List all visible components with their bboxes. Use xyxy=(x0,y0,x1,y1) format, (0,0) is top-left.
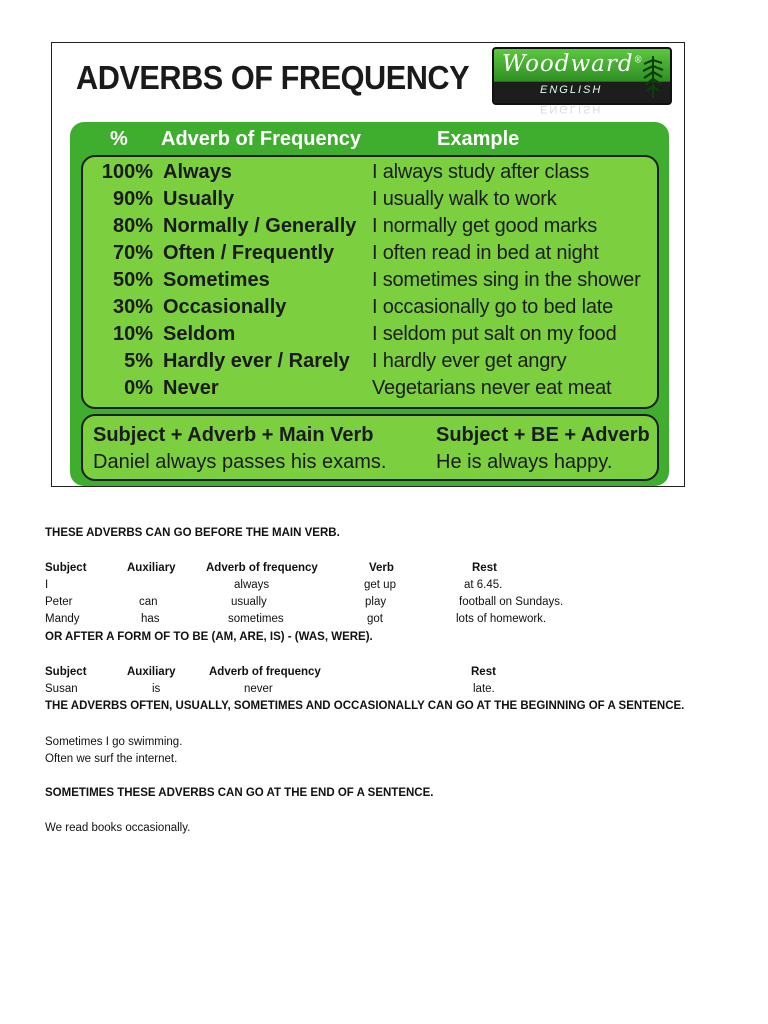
row-adverb: Normally / Generally xyxy=(163,215,357,237)
cell-adverb: usually xyxy=(231,596,267,608)
cell-rest: late. xyxy=(473,683,495,695)
cell-adverb: always xyxy=(234,579,270,591)
sentence-patterns xyxy=(81,414,659,481)
cell-verb: got xyxy=(367,613,383,625)
row-percent: 10% xyxy=(112,323,153,345)
col-header-rest: Rest xyxy=(471,666,496,678)
cell-auxiliary: has xyxy=(141,613,160,625)
cell-verb: get up xyxy=(364,579,396,591)
pattern-left-rule: Subject + Adverb + Main Verb xyxy=(93,424,374,446)
adverbs-infographic xyxy=(51,42,685,487)
row-percent: 30% xyxy=(112,296,153,318)
heading-end-of-sentence: SOMETIMES THESE ADVERBS CAN GO AT THE END OF A SENTENCE. xyxy=(45,787,434,799)
pattern-left-example: Daniel always passes his exams. xyxy=(93,451,387,473)
frequency-row xyxy=(83,242,657,269)
row-percent: 50% xyxy=(112,269,153,291)
row-example: I occasionally go to bed late xyxy=(372,296,614,318)
row-adverb: Often / Frequently xyxy=(163,242,335,264)
row-adverb: Usually xyxy=(163,188,235,210)
frequency-row xyxy=(83,215,657,242)
frequency-table xyxy=(81,155,659,409)
col-header-auxiliary: Auxiliary xyxy=(127,666,176,678)
logo-name: Woodward® xyxy=(502,51,644,77)
heading-before-main-verb: THESE ADVERBS CAN GO BEFORE THE MAIN VERB. xyxy=(45,527,340,539)
row-percent: 100% xyxy=(101,161,153,183)
cell-adverb: never xyxy=(244,683,273,695)
row-example: I normally get good marks xyxy=(372,215,598,237)
frequency-row xyxy=(83,296,657,323)
frequency-row xyxy=(83,269,657,296)
row-example: Vegetarians never eat meat xyxy=(372,377,612,399)
row-percent: 0% xyxy=(124,377,153,399)
row-example: I seldom put salt on my food xyxy=(372,323,617,345)
row-example: I sometimes sing in the shower xyxy=(372,269,641,291)
col-header-subject: Subject xyxy=(45,562,87,574)
cell-auxiliary: can xyxy=(139,596,158,608)
row-percent: 80% xyxy=(112,215,153,237)
logo-subtitle: ENGLISH xyxy=(540,84,603,96)
frequency-row xyxy=(83,161,657,188)
row-example: I usually walk to work xyxy=(372,188,557,210)
row-percent: 90% xyxy=(112,188,153,210)
col-header-adverb: Adverb of frequency xyxy=(209,666,321,678)
frequency-row xyxy=(83,188,657,215)
row-adverb: Occasionally xyxy=(163,296,287,318)
row-example: I often read in bed at night xyxy=(372,242,599,264)
cell-subject: I xyxy=(45,579,49,591)
cell-rest: football on Sundays. xyxy=(459,596,564,608)
row-adverb: Hardly ever / Rarely xyxy=(163,350,350,372)
row-adverb: Never xyxy=(163,377,219,399)
example-sometimes: Sometimes I go swimming. xyxy=(45,736,183,748)
col-header-verb: Verb xyxy=(369,562,394,574)
row-example: I always study after class xyxy=(372,161,590,183)
col-header-auxiliary: Auxiliary xyxy=(127,562,176,574)
cell-rest: lots of homework. xyxy=(456,613,547,625)
col-header-adverb: Adverb of frequency xyxy=(206,562,318,574)
example-occasionally: We read books occasionally. xyxy=(45,822,191,834)
cell-verb: play xyxy=(365,596,387,608)
heading-after-to-be: OR AFTER A FORM OF TO BE (AM, ARE, IS) - (WAS, WERE). xyxy=(45,631,373,643)
logo-reflection: ENGLISH xyxy=(540,103,603,115)
cell-subject: Peter xyxy=(45,596,73,608)
col-header-rest: Rest xyxy=(472,562,497,574)
frequency-row xyxy=(83,350,657,377)
header-row xyxy=(70,128,669,154)
frequency-row xyxy=(83,323,657,350)
cell-adverb: sometimes xyxy=(228,613,284,625)
frequency-panel xyxy=(70,122,669,486)
row-adverb: Seldom xyxy=(163,323,236,345)
pattern-right-rule: Subject + BE + Adverb xyxy=(436,424,650,446)
woodward-logo xyxy=(492,47,672,105)
frequency-row xyxy=(83,377,657,404)
pattern-right-example: He is always happy. xyxy=(436,451,613,473)
example-often: Often we surf the internet. xyxy=(45,753,178,765)
row-percent: 5% xyxy=(124,350,153,372)
cell-subject: Susan xyxy=(45,683,78,695)
header-example: Example xyxy=(437,128,520,150)
row-adverb: Always xyxy=(163,161,232,183)
header-adverb: Adverb of Frequency xyxy=(161,128,362,150)
col-header-subject: Subject xyxy=(45,666,87,678)
fern-icon xyxy=(640,52,666,100)
row-percent: 70% xyxy=(112,242,153,264)
cell-auxiliary: is xyxy=(152,683,161,695)
row-example: I hardly ever get angry xyxy=(372,350,567,372)
cell-rest: at 6.45. xyxy=(464,579,503,591)
heading-beginning-of-sentence: THE ADVERBS OFTEN, USUALLY, SOMETIMES AND OCCASIONALLY CAN GO AT THE BEGINNING OF A SENTENCE. xyxy=(45,700,685,712)
row-adverb: Sometimes xyxy=(163,269,270,291)
infographic-title: ADVERBS OF FREQUENCY xyxy=(76,59,470,96)
header-percent: % xyxy=(110,128,128,150)
cell-subject: Mandy xyxy=(45,613,80,625)
